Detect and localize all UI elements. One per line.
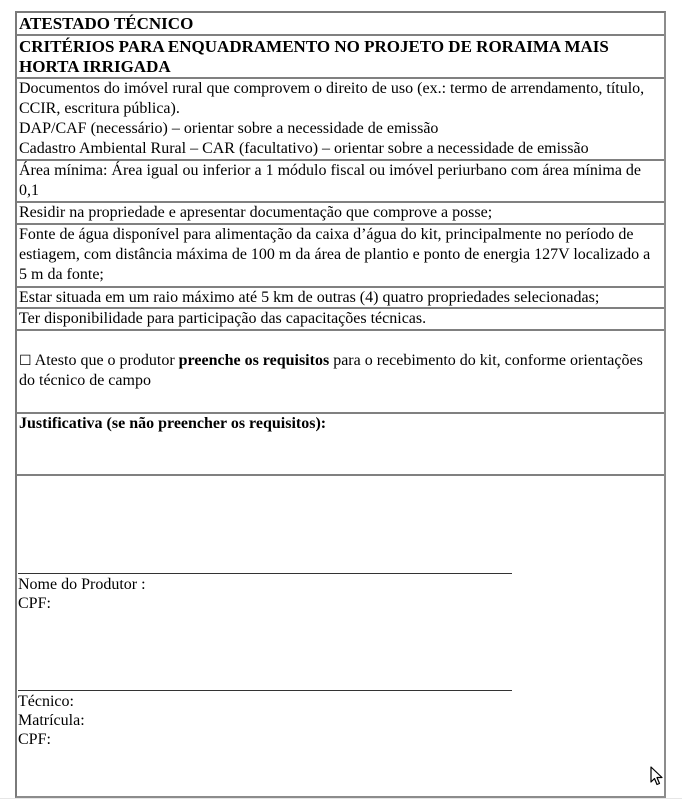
criterion-documentos-text: Documentos do imóvel rural que comprovem o direito de uso (ex.: termo de arrendamento, título, CCIR, escritura pública). [19, 80, 645, 117]
technician-matricula-label: Matrícula: [18, 712, 85, 729]
signature-section [17, 476, 664, 796]
technician-name-label: Técnico: [18, 693, 74, 710]
criteria-header [17, 36, 664, 79]
criterion-car-text: Cadastro Ambiental Rural – CAR (facultativo) – orientar sobre a necessidade de emissão [19, 140, 589, 157]
criterion-raio-text: Estar situada em um raio máximo até 5 km de outras (4) quatro propriedades selecionadas; [19, 289, 600, 306]
criterion-area-minima-text: Área mínima: Área igual ou inferior a 1 módulo fiscal ou imóvel periurbano com área mínima de 0,1 [19, 162, 642, 199]
criterion-documentos [17, 79, 664, 161]
criterion-fonte-agua-text: Fonte de água disponível para alimentação da caixa d’água do kit, principalmente no período de estiagem, com distância máxima de 100 m da área de plantio e ponto de energia 127V localizado a 5 m da fonte; [19, 226, 651, 283]
producer-name-label: Nome do Produtor : [18, 576, 146, 593]
technician-signature-labels [18, 692, 85, 749]
criteria-header-text: CRITÉRIOS PARA ENQUADRAMENTO NO PROJETO DE RORAIMA MAIS HORTA IRRIGADA [19, 37, 609, 76]
criterion-residir-text: Residir na propriedade e apresentar documentação que comprove a posse; [19, 204, 493, 221]
technician-cpf-label: CPF: [18, 731, 51, 748]
producer-signature-labels [18, 575, 146, 613]
attestation-text-bold: preenche os requisitos [178, 352, 330, 369]
atestado-tecnico-form [15, 11, 666, 798]
attestation-text-before: Atesto que o produtor [31, 352, 179, 369]
justification-section[interactable] [17, 414, 664, 476]
form-title-text: ATESTADO TÉCNICO [19, 14, 194, 33]
page-edge-divider [0, 798, 682, 799]
justification-label: Justificativa (se não preencher os requisitos): [19, 415, 327, 432]
attestation-section [17, 331, 664, 414]
attestation-checkbox[interactable]: ☐ [19, 353, 32, 369]
technician-signature-line[interactable] [18, 690, 512, 691]
criterion-capacitacoes [17, 309, 664, 331]
criterion-raio [17, 288, 664, 309]
criterion-area-minima [17, 161, 664, 203]
producer-signature-line[interactable] [18, 573, 512, 574]
form-title [17, 13, 664, 36]
attestation-text-after: para o recebimento do kit, conforme orientações do técnico de campo [19, 352, 643, 389]
mouse-cursor-icon [650, 766, 664, 786]
producer-cpf-label: CPF: [18, 595, 51, 612]
criterion-dap-caf-text: DAP/CAF (necessário) – orientar sobre a necessidade de emissão [19, 120, 439, 137]
criterion-capacitacoes-text: Ter disponibilidade para participação das capacitações técnicas. [19, 310, 427, 327]
criterion-fonte-agua [17, 225, 664, 288]
criterion-residir [17, 203, 664, 225]
